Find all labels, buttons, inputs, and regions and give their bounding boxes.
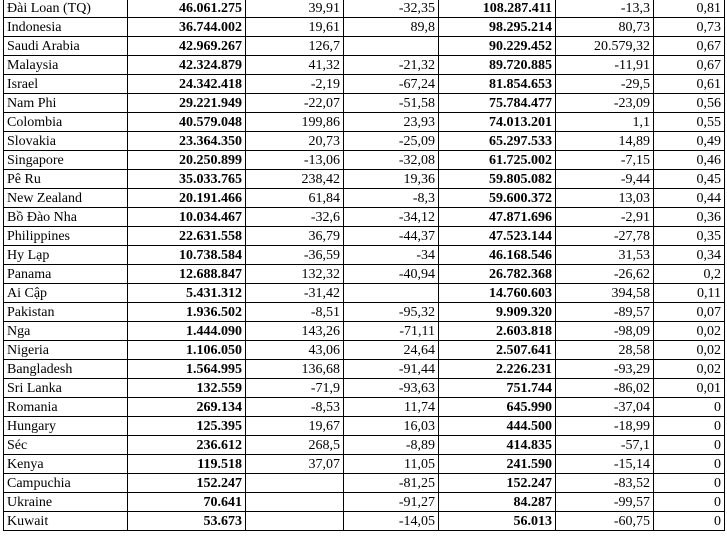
share-pct-cell: 0,45 <box>654 170 725 189</box>
share-pct-cell: 0,35 <box>654 227 725 246</box>
change-pct-b-cell: -71,11 <box>344 322 439 341</box>
share-pct-cell: 0,2 <box>654 265 725 284</box>
change-pct-b-cell: -51,58 <box>344 94 439 113</box>
share-pct-cell: 0 <box>654 455 725 474</box>
change-pct-c-cell: 394,58 <box>556 284 654 303</box>
change-pct-c-cell: 1,1 <box>556 113 654 132</box>
value-current-cell: 119.518 <box>128 455 246 474</box>
value-cumulative-cell: 47.523.144 <box>439 227 556 246</box>
change-pct-b-cell: 24,64 <box>344 341 439 360</box>
value-current-cell: 70.641 <box>128 493 246 512</box>
value-current-cell: 1.564.995 <box>128 360 246 379</box>
change-pct-b-cell: -67,24 <box>344 75 439 94</box>
value-current-cell: 53.673 <box>128 512 246 531</box>
table-row <box>4 208 725 227</box>
share-pct-cell: 0 <box>654 436 725 455</box>
share-pct-cell: 0,36 <box>654 208 725 227</box>
value-cumulative-cell: 14.760.603 <box>439 284 556 303</box>
share-pct-cell: 0,61 <box>654 75 725 94</box>
change-pct-c-cell: -13,3 <box>556 0 654 18</box>
value-cumulative-cell: 61.725.002 <box>439 151 556 170</box>
value-cumulative-cell: 2.603.818 <box>439 322 556 341</box>
value-cumulative-cell: 414.835 <box>439 436 556 455</box>
country-cell: Bồ Đào Nha <box>4 208 128 227</box>
table-row <box>4 113 725 132</box>
table-row <box>4 18 725 37</box>
value-current-cell: 23.364.350 <box>128 132 246 151</box>
table-row <box>4 303 725 322</box>
change-pct-c-cell: -27,78 <box>556 227 654 246</box>
change-pct-c-cell: -37,04 <box>556 398 654 417</box>
value-cumulative-cell: 65.297.533 <box>439 132 556 151</box>
value-current-cell: 20.191.466 <box>128 189 246 208</box>
change-pct-b-cell: -95,32 <box>344 303 439 322</box>
change-pct-a-cell: 238,42 <box>246 170 344 189</box>
country-cell: Kuwait <box>4 512 128 531</box>
share-pct-cell: 0,07 <box>654 303 725 322</box>
country-cell: Philippines <box>4 227 128 246</box>
country-cell: Kenya <box>4 455 128 474</box>
change-pct-b-cell: 89,8 <box>344 18 439 37</box>
table-row <box>4 132 725 151</box>
table-row <box>4 341 725 360</box>
share-pct-cell: 0,46 <box>654 151 725 170</box>
change-pct-c-cell: -26,62 <box>556 265 654 284</box>
country-cell: Hungary <box>4 417 128 436</box>
change-pct-b-cell: -34,12 <box>344 208 439 227</box>
country-cell: Đài Loan (TQ) <box>4 0 128 18</box>
country-cell: Hy Lạp <box>4 246 128 265</box>
change-pct-a-cell: 19,67 <box>246 417 344 436</box>
change-pct-a-cell: -8,53 <box>246 398 344 417</box>
table-row <box>4 246 725 265</box>
table-row <box>4 37 725 56</box>
share-pct-cell: 0,44 <box>654 189 725 208</box>
change-pct-a-cell: 37,07 <box>246 455 344 474</box>
value-cumulative-cell: 56.013 <box>439 512 556 531</box>
change-pct-c-cell: -57,1 <box>556 436 654 455</box>
value-cumulative-cell: 59.600.372 <box>439 189 556 208</box>
change-pct-a-cell: 126,7 <box>246 37 344 56</box>
country-cell: Campuchia <box>4 474 128 493</box>
country-cell: Nam Phi <box>4 94 128 113</box>
country-cell: Panama <box>4 265 128 284</box>
change-pct-a-cell <box>246 474 344 493</box>
change-pct-b-cell: 19,36 <box>344 170 439 189</box>
change-pct-a-cell: -31,42 <box>246 284 344 303</box>
country-cell: Romania <box>4 398 128 417</box>
country-cell: Indonesia <box>4 18 128 37</box>
change-pct-a-cell: 61,84 <box>246 189 344 208</box>
country-cell: Slovakia <box>4 132 128 151</box>
value-current-cell: 42.969.267 <box>128 37 246 56</box>
value-cumulative-cell: 2.226.231 <box>439 360 556 379</box>
value-cumulative-cell: 241.590 <box>439 455 556 474</box>
change-pct-b-cell: -21,32 <box>344 56 439 75</box>
change-pct-c-cell: 80,73 <box>556 18 654 37</box>
value-cumulative-cell: 59.805.082 <box>439 170 556 189</box>
change-pct-a-cell: 132,32 <box>246 265 344 284</box>
change-pct-c-cell: -29,5 <box>556 75 654 94</box>
table-row <box>4 455 725 474</box>
value-cumulative-cell: 81.854.653 <box>439 75 556 94</box>
change-pct-b-cell: -44,37 <box>344 227 439 246</box>
value-current-cell: 22.631.558 <box>128 227 246 246</box>
change-pct-c-cell: 14,89 <box>556 132 654 151</box>
share-pct-cell: 0,11 <box>654 284 725 303</box>
value-current-cell: 46.061.275 <box>128 0 246 18</box>
country-cell: Singapore <box>4 151 128 170</box>
value-current-cell: 1.106.050 <box>128 341 246 360</box>
change-pct-a-cell: 136,68 <box>246 360 344 379</box>
change-pct-c-cell: -60,75 <box>556 512 654 531</box>
trade-data-table <box>3 0 725 531</box>
change-pct-b-cell: 23,93 <box>344 113 439 132</box>
country-cell: Israel <box>4 75 128 94</box>
table-row <box>4 360 725 379</box>
change-pct-b-cell: -8,3 <box>344 189 439 208</box>
change-pct-b-cell: 11,74 <box>344 398 439 417</box>
country-cell: Pakistan <box>4 303 128 322</box>
change-pct-c-cell: -98,09 <box>556 322 654 341</box>
value-cumulative-cell: 74.013.201 <box>439 113 556 132</box>
change-pct-a-cell: -22,07 <box>246 94 344 113</box>
share-pct-cell: 0,01 <box>654 379 725 398</box>
change-pct-b-cell: -91,27 <box>344 493 439 512</box>
value-current-cell: 29.221.949 <box>128 94 246 113</box>
value-cumulative-cell: 152.247 <box>439 474 556 493</box>
value-current-cell: 40.579.048 <box>128 113 246 132</box>
share-pct-cell: 0,81 <box>654 0 725 18</box>
country-cell: Ai Cập <box>4 284 128 303</box>
share-pct-cell: 0 <box>654 474 725 493</box>
value-cumulative-cell: 108.287.411 <box>439 0 556 18</box>
country-cell: Sri Lanka <box>4 379 128 398</box>
table-row <box>4 398 725 417</box>
change-pct-b-cell: -32,08 <box>344 151 439 170</box>
change-pct-a-cell: -8,51 <box>246 303 344 322</box>
value-current-cell: 5.431.312 <box>128 284 246 303</box>
value-current-cell: 12.688.847 <box>128 265 246 284</box>
value-current-cell: 125.395 <box>128 417 246 436</box>
change-pct-b-cell: -32,35 <box>344 0 439 18</box>
change-pct-a-cell: 39,91 <box>246 0 344 18</box>
change-pct-b-cell <box>344 284 439 303</box>
share-pct-cell: 0,67 <box>654 37 725 56</box>
change-pct-c-cell: -2,91 <box>556 208 654 227</box>
share-pct-cell: 0,34 <box>654 246 725 265</box>
value-cumulative-cell: 751.744 <box>439 379 556 398</box>
share-pct-cell: 0,02 <box>654 360 725 379</box>
value-cumulative-cell: 90.229.452 <box>439 37 556 56</box>
table-row <box>4 227 725 246</box>
value-current-cell: 42.324.879 <box>128 56 246 75</box>
change-pct-b-cell: -8,89 <box>344 436 439 455</box>
value-cumulative-cell: 26.782.368 <box>439 265 556 284</box>
change-pct-c-cell: -86,02 <box>556 379 654 398</box>
change-pct-c-cell: 13,03 <box>556 189 654 208</box>
table-row <box>4 75 725 94</box>
change-pct-a-cell: 41,32 <box>246 56 344 75</box>
share-pct-cell: 0,56 <box>654 94 725 113</box>
table-row <box>4 512 725 531</box>
value-current-cell: 24.342.418 <box>128 75 246 94</box>
share-pct-cell: 0 <box>654 493 725 512</box>
change-pct-b-cell: 16,03 <box>344 417 439 436</box>
table-row <box>4 265 725 284</box>
change-pct-b-cell: -40,94 <box>344 265 439 284</box>
share-pct-cell: 0,73 <box>654 18 725 37</box>
country-cell: Pê Ru <box>4 170 128 189</box>
change-pct-a-cell: 199,86 <box>246 113 344 132</box>
value-current-cell: 1.444.090 <box>128 322 246 341</box>
change-pct-a-cell: 19,61 <box>246 18 344 37</box>
value-current-cell: 10.034.467 <box>128 208 246 227</box>
share-pct-cell: 0,02 <box>654 322 725 341</box>
table-row <box>4 170 725 189</box>
country-cell: Colombia <box>4 113 128 132</box>
change-pct-b-cell: -81,25 <box>344 474 439 493</box>
change-pct-c-cell: -7,15 <box>556 151 654 170</box>
value-cumulative-cell: 9.909.320 <box>439 303 556 322</box>
table-row <box>4 94 725 113</box>
change-pct-b-cell: 11,05 <box>344 455 439 474</box>
change-pct-c-cell: -23,09 <box>556 94 654 113</box>
country-cell: Malaysia <box>4 56 128 75</box>
value-cumulative-cell: 89.720.885 <box>439 56 556 75</box>
change-pct-b-cell: -34 <box>344 246 439 265</box>
change-pct-a-cell: 36,79 <box>246 227 344 246</box>
value-cumulative-cell: 84.287 <box>439 493 556 512</box>
table-row <box>4 0 725 18</box>
value-current-cell: 236.612 <box>128 436 246 455</box>
change-pct-a-cell: 20,73 <box>246 132 344 151</box>
value-current-cell: 1.936.502 <box>128 303 246 322</box>
change-pct-c-cell: 31,53 <box>556 246 654 265</box>
change-pct-c-cell: -83,52 <box>556 474 654 493</box>
table-row <box>4 436 725 455</box>
change-pct-c-cell: -18,99 <box>556 417 654 436</box>
change-pct-b-cell: -25,09 <box>344 132 439 151</box>
value-cumulative-cell: 2.507.641 <box>439 341 556 360</box>
change-pct-c-cell: -9,44 <box>556 170 654 189</box>
country-cell: Saudi Arabia <box>4 37 128 56</box>
change-pct-a-cell: -13,06 <box>246 151 344 170</box>
table-row <box>4 322 725 341</box>
change-pct-c-cell: -93,29 <box>556 360 654 379</box>
country-cell: Ukraine <box>4 493 128 512</box>
change-pct-c-cell: -99,57 <box>556 493 654 512</box>
value-cumulative-cell: 46.168.546 <box>439 246 556 265</box>
change-pct-c-cell: 28,58 <box>556 341 654 360</box>
table-row <box>4 493 725 512</box>
value-current-cell: 36.744.002 <box>128 18 246 37</box>
country-cell: New Zealand <box>4 189 128 208</box>
change-pct-a-cell <box>246 493 344 512</box>
table-row <box>4 284 725 303</box>
change-pct-c-cell: 20.579,32 <box>556 37 654 56</box>
change-pct-a-cell: 43,06 <box>246 341 344 360</box>
table-row <box>4 379 725 398</box>
change-pct-a-cell: 268,5 <box>246 436 344 455</box>
change-pct-a-cell: -2,19 <box>246 75 344 94</box>
table-row <box>4 56 725 75</box>
country-cell: Nga <box>4 322 128 341</box>
table-body <box>4 0 725 531</box>
share-pct-cell: 0 <box>654 512 725 531</box>
share-pct-cell: 0,55 <box>654 113 725 132</box>
change-pct-a-cell: -36,59 <box>246 246 344 265</box>
country-cell: Séc <box>4 436 128 455</box>
table-row <box>4 151 725 170</box>
share-pct-cell: 0 <box>654 398 725 417</box>
value-cumulative-cell: 47.871.696 <box>439 208 556 227</box>
country-cell: Bangladesh <box>4 360 128 379</box>
change-pct-a-cell: 143,26 <box>246 322 344 341</box>
change-pct-b-cell: -14,05 <box>344 512 439 531</box>
value-current-cell: 20.250.899 <box>128 151 246 170</box>
share-pct-cell: 0,49 <box>654 132 725 151</box>
share-pct-cell: 0,67 <box>654 56 725 75</box>
value-cumulative-cell: 98.295.214 <box>439 18 556 37</box>
change-pct-c-cell: -89,57 <box>556 303 654 322</box>
value-current-cell: 10.738.584 <box>128 246 246 265</box>
table-row <box>4 474 725 493</box>
value-current-cell: 152.247 <box>128 474 246 493</box>
value-current-cell: 35.033.765 <box>128 170 246 189</box>
change-pct-b-cell <box>344 37 439 56</box>
value-cumulative-cell: 75.784.477 <box>439 94 556 113</box>
change-pct-c-cell: -15,14 <box>556 455 654 474</box>
change-pct-a-cell: -71,9 <box>246 379 344 398</box>
change-pct-a-cell <box>246 512 344 531</box>
share-pct-cell: 0 <box>654 417 725 436</box>
table-row <box>4 189 725 208</box>
country-cell: Nigeria <box>4 341 128 360</box>
change-pct-b-cell: -91,44 <box>344 360 439 379</box>
value-current-cell: 269.134 <box>128 398 246 417</box>
value-cumulative-cell: 645.990 <box>439 398 556 417</box>
table-row <box>4 417 725 436</box>
value-current-cell: 132.559 <box>128 379 246 398</box>
value-cumulative-cell: 444.500 <box>439 417 556 436</box>
change-pct-a-cell: -32,6 <box>246 208 344 227</box>
change-pct-b-cell: -93,63 <box>344 379 439 398</box>
change-pct-c-cell: -11,91 <box>556 56 654 75</box>
share-pct-cell: 0,02 <box>654 341 725 360</box>
